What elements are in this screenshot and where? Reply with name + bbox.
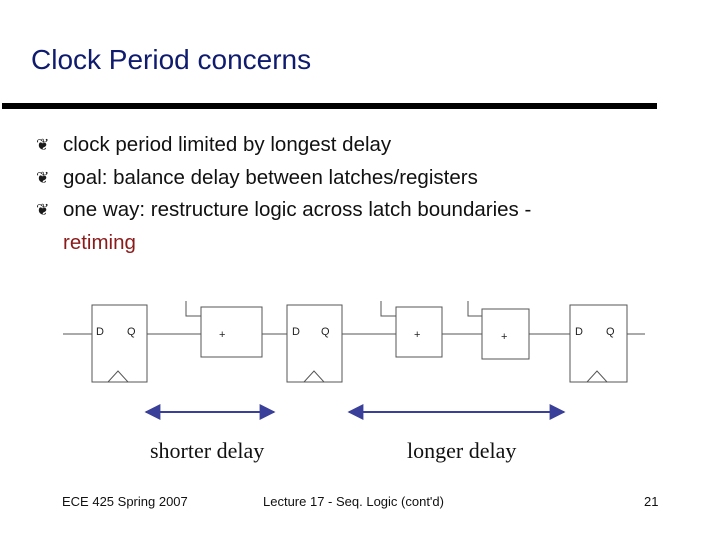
footer-lecture: Lecture 17 - Seq. Logic (cont'd) [263,494,444,509]
latch-1 [92,305,147,382]
bullet-text: one way: restructure logic across latch boundaries - [63,198,532,221]
slide-title: Clock Period concerns [31,44,312,75]
latch-q-label: Q [127,326,136,338]
logic-operator-label: + [414,329,421,341]
bullet-text: clock period limited by longest delay [63,133,392,156]
latch-d-label: D [292,326,300,338]
logic-block-3 [482,309,529,359]
logic-operator-label: + [219,329,226,341]
logic-operator-label: + [501,331,508,343]
footer-course: ECE 425 Spring 2007 [62,494,188,509]
fleuron-bullet-icon: ❦ [36,137,50,154]
latch-q-label: Q [606,326,615,338]
longer-delay-caption: longer delay [407,438,517,463]
latch-3 [570,305,627,382]
bullet-text: goal: balance delay between latches/registers [63,165,478,189]
retiming-term: retiming [63,230,136,254]
latch-q-label: Q [321,326,330,338]
latch-d-label: D [575,326,583,338]
logic-block-2 [396,307,442,357]
latch-2 [287,305,342,382]
fleuron-bullet-icon: ❦ [36,169,50,187]
logic-block-1 [201,307,262,357]
page-number: 21 [644,494,659,509]
shorter-delay-caption: shorter delay [150,438,265,463]
fleuron-bullet-icon: ❦ [36,202,50,219]
latch-d-label: D [96,326,104,338]
